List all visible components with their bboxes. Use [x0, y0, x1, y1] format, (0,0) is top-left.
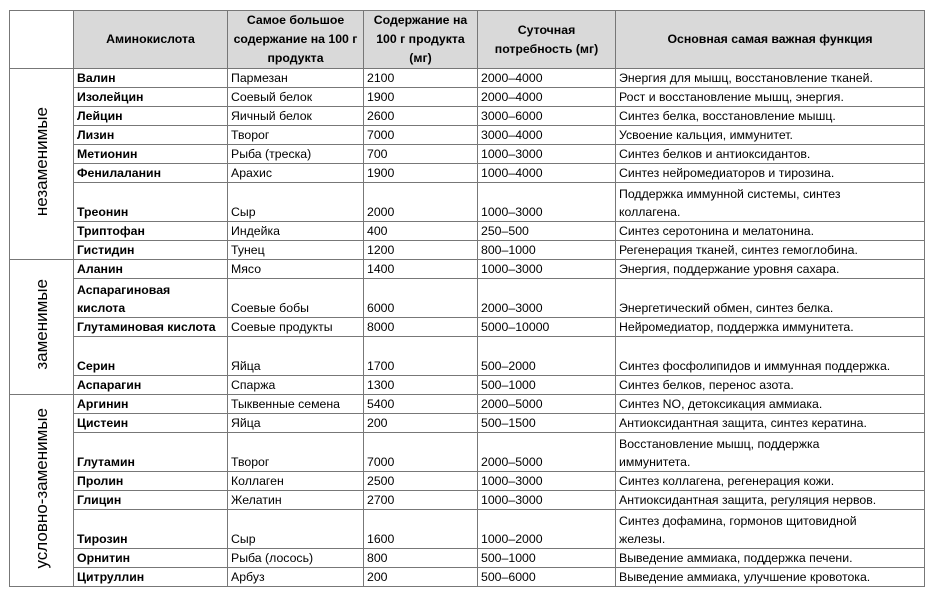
table-row — [10, 395, 925, 414]
function-cell: Синтез нейромедиаторов и тирозина. — [616, 164, 925, 183]
product-cell: Спаржа — [228, 376, 364, 395]
header-main-function: Основная самая важная функция — [616, 11, 925, 69]
group-label: заменимые — [31, 279, 51, 370]
amino-acid-cell: Глутамин — [74, 433, 228, 472]
table-row — [10, 318, 925, 337]
daily-need-cell: 500–1000 — [478, 376, 616, 395]
daily-need-cell: 800–1000 — [478, 241, 616, 260]
function-cell: Синтез белка, восстановление мышц. — [616, 107, 925, 126]
header-richest-product: Самое большое содержание на 100 г продукта — [228, 11, 364, 69]
table-row — [10, 549, 925, 568]
function-line: железы. — [619, 532, 666, 546]
group-label-cell — [10, 260, 74, 395]
function-cell: Энергия, поддержание уровня сахара. — [616, 260, 925, 279]
table-row — [10, 183, 925, 222]
product-cell: Яичный белок — [228, 107, 364, 126]
amino-acid-cell: Фенилаланин — [74, 164, 228, 183]
product-cell: Соевые продукты — [228, 318, 364, 337]
product-cell: Соевый белок — [228, 88, 364, 107]
product-cell: Тыквенные семена — [228, 395, 364, 414]
content-cell: 1700 — [364, 337, 478, 376]
table-row — [10, 88, 925, 107]
product-cell: Арахис — [228, 164, 364, 183]
table-row — [10, 164, 925, 183]
product-cell: Мясо — [228, 260, 364, 279]
content-cell: 2600 — [364, 107, 478, 126]
daily-need-cell: 1000–2000 — [478, 510, 616, 549]
function-cell: Синтез NO, детоксикация аммиака. — [616, 395, 925, 414]
table-row — [10, 510, 925, 549]
daily-need-cell: 3000–6000 — [478, 107, 616, 126]
content-cell: 1300 — [364, 376, 478, 395]
product-cell: Коллаген — [228, 472, 364, 491]
amino-acid-cell: Аргинин — [74, 395, 228, 414]
product-cell: Рыба (треска) — [228, 145, 364, 164]
content-cell: 7000 — [364, 126, 478, 145]
content-cell: 6000 — [364, 279, 478, 318]
product-cell: Индейка — [228, 222, 364, 241]
daily-need-cell: 1000–3000 — [478, 183, 616, 222]
content-cell: 2500 — [364, 472, 478, 491]
table-row — [10, 222, 925, 241]
function-cell — [616, 183, 925, 222]
content-cell: 800 — [364, 549, 478, 568]
content-cell: 7000 — [364, 433, 478, 472]
daily-need-cell: 2000–4000 — [478, 69, 616, 88]
table-row — [10, 337, 925, 376]
daily-need-cell: 2000–4000 — [478, 88, 616, 107]
function-cell: Выведение аммиака, поддержка печени. — [616, 549, 925, 568]
amino-acid-cell: Серин — [74, 337, 228, 376]
content-cell: 2100 — [364, 69, 478, 88]
product-cell: Желатин — [228, 491, 364, 510]
product-cell: Соевые бобы — [228, 279, 364, 318]
amino-acid-cell: Лейцин — [74, 107, 228, 126]
amino-acid-cell: Лизин — [74, 126, 228, 145]
content-cell: 700 — [364, 145, 478, 164]
daily-need-cell: 1000–3000 — [478, 260, 616, 279]
daily-need-cell: 500–1000 — [478, 549, 616, 568]
function-cell: Энергия для мышц, восстановление тканей. — [616, 69, 925, 88]
product-cell: Рыба (лосось) — [228, 549, 364, 568]
table-row — [10, 376, 925, 395]
amino-acid-cell: Орнитин — [74, 549, 228, 568]
header-content: Содержание на 100 г продукта (мг) — [364, 11, 478, 69]
content-cell: 1900 — [364, 88, 478, 107]
daily-need-cell: 1000–3000 — [478, 145, 616, 164]
amino-acid-line: кислота — [77, 301, 126, 315]
content-cell: 1200 — [364, 241, 478, 260]
daily-need-cell: 500–6000 — [478, 568, 616, 587]
amino-acid-cell: Глицин — [74, 491, 228, 510]
header-amino-acid: Аминокислота — [74, 11, 228, 69]
product-cell: Сыр — [228, 183, 364, 222]
amino-acid-cell: Метионин — [74, 145, 228, 164]
table-row — [10, 568, 925, 587]
amino-acid-cell: Триптофан — [74, 222, 228, 241]
table-row — [10, 241, 925, 260]
table-row — [10, 260, 925, 279]
table-row — [10, 107, 925, 126]
header-group — [10, 11, 74, 69]
amino-acid-cell: Изолейцин — [74, 88, 228, 107]
content-cell: 5400 — [364, 395, 478, 414]
amino-acid-cell: Валин — [74, 69, 228, 88]
content-cell: 200 — [364, 414, 478, 433]
function-cell: Регенерация тканей, синтез гемоглобина. — [616, 241, 925, 260]
content-cell: 1400 — [364, 260, 478, 279]
function-line: иммунитета. — [619, 455, 691, 469]
function-line: Восстановление мышц, поддержка — [619, 437, 820, 451]
amino-acid-cell: Гистидин — [74, 241, 228, 260]
table-row — [10, 69, 925, 88]
amino-acid-cell: Аланин — [74, 260, 228, 279]
amino-acid-line: Аспарагиновая — [77, 283, 171, 297]
daily-need-cell: 1000–3000 — [478, 491, 616, 510]
product-cell: Тунец — [228, 241, 364, 260]
content-cell: 400 — [364, 222, 478, 241]
amino-acid-cell: Треонин — [74, 183, 228, 222]
table-row — [10, 491, 925, 510]
amino-acid-cell: Глутаминовая кислота — [74, 318, 228, 337]
table-row — [10, 279, 925, 318]
table-row — [10, 472, 925, 491]
daily-need-cell: 250–500 — [478, 222, 616, 241]
content-cell: 1600 — [364, 510, 478, 549]
content-cell: 2700 — [364, 491, 478, 510]
function-line: Синтез дофамина, гормонов щитовидной — [619, 514, 857, 528]
daily-need-cell: 5000–10000 — [478, 318, 616, 337]
table-row — [10, 126, 925, 145]
amino-acids-table — [9, 10, 925, 587]
daily-need-cell: 2000–5000 — [478, 433, 616, 472]
amino-acid-cell: Цистеин — [74, 414, 228, 433]
table-row — [10, 433, 925, 472]
product-cell: Творог — [228, 433, 364, 472]
daily-need-cell: 1000–4000 — [478, 164, 616, 183]
product-cell: Пармезан — [228, 69, 364, 88]
daily-need-cell: 500–1500 — [478, 414, 616, 433]
amino-acid-cell: Аспарагин — [74, 376, 228, 395]
function-cell: Синтез белков, перенос азота. — [616, 376, 925, 395]
content-cell: 200 — [364, 568, 478, 587]
daily-need-cell: 1000–3000 — [478, 472, 616, 491]
function-cell: Синтез серотонина и мелатонина. — [616, 222, 925, 241]
amino-acid-cell: Тирозин — [74, 510, 228, 549]
header-daily-need: Суточная потребность (мг) — [478, 11, 616, 69]
function-cell: Нейромедиатор, поддержка иммунитета. — [616, 318, 925, 337]
function-cell: Синтез коллагена, регенерация кожи. — [616, 472, 925, 491]
daily-need-cell: 2000–5000 — [478, 395, 616, 414]
function-line: коллагена. — [619, 205, 681, 219]
product-cell: Яйца — [228, 337, 364, 376]
content-cell: 2000 — [364, 183, 478, 222]
daily-need-cell: 2000–3000 — [478, 279, 616, 318]
group-label-cell — [10, 69, 74, 260]
group-label: незаменимые — [31, 106, 51, 217]
product-cell: Арбуз — [228, 568, 364, 587]
function-cell: Синтез фосфолипидов и иммунная поддержка. — [616, 337, 925, 376]
group-label: условно-заменимые — [31, 407, 51, 569]
table-row — [10, 414, 925, 433]
function-cell: Антиоксидантная защита, синтез кератина. — [616, 414, 925, 433]
function-cell — [616, 510, 925, 549]
product-cell: Яйца — [228, 414, 364, 433]
function-cell — [616, 433, 925, 472]
product-cell: Творог — [228, 126, 364, 145]
table-row — [10, 145, 925, 164]
function-cell: Усвоение кальция, иммунитет. — [616, 126, 925, 145]
function-line: Поддержка иммунной системы, синтез — [619, 187, 841, 201]
daily-need-cell: 500–2000 — [478, 337, 616, 376]
content-cell: 8000 — [364, 318, 478, 337]
group-label-cell — [10, 395, 74, 587]
function-cell: Антиоксидантная защита, регуляция нервов. — [616, 491, 925, 510]
function-cell: Рост и восстановление мышц, энергия. — [616, 88, 925, 107]
function-cell: Энергетический обмен, синтез белка. — [616, 279, 925, 318]
daily-need-cell: 3000–4000 — [478, 126, 616, 145]
function-cell: Синтез белков и антиоксидантов. — [616, 145, 925, 164]
product-cell: Сыр — [228, 510, 364, 549]
content-cell: 1900 — [364, 164, 478, 183]
header-row — [10, 11, 925, 69]
amino-acid-cell — [74, 279, 228, 318]
function-cell: Выведение аммиака, улучшение кровотока. — [616, 568, 925, 587]
amino-acid-cell: Пролин — [74, 472, 228, 491]
amino-acid-cell: Цитруллин — [74, 568, 228, 587]
